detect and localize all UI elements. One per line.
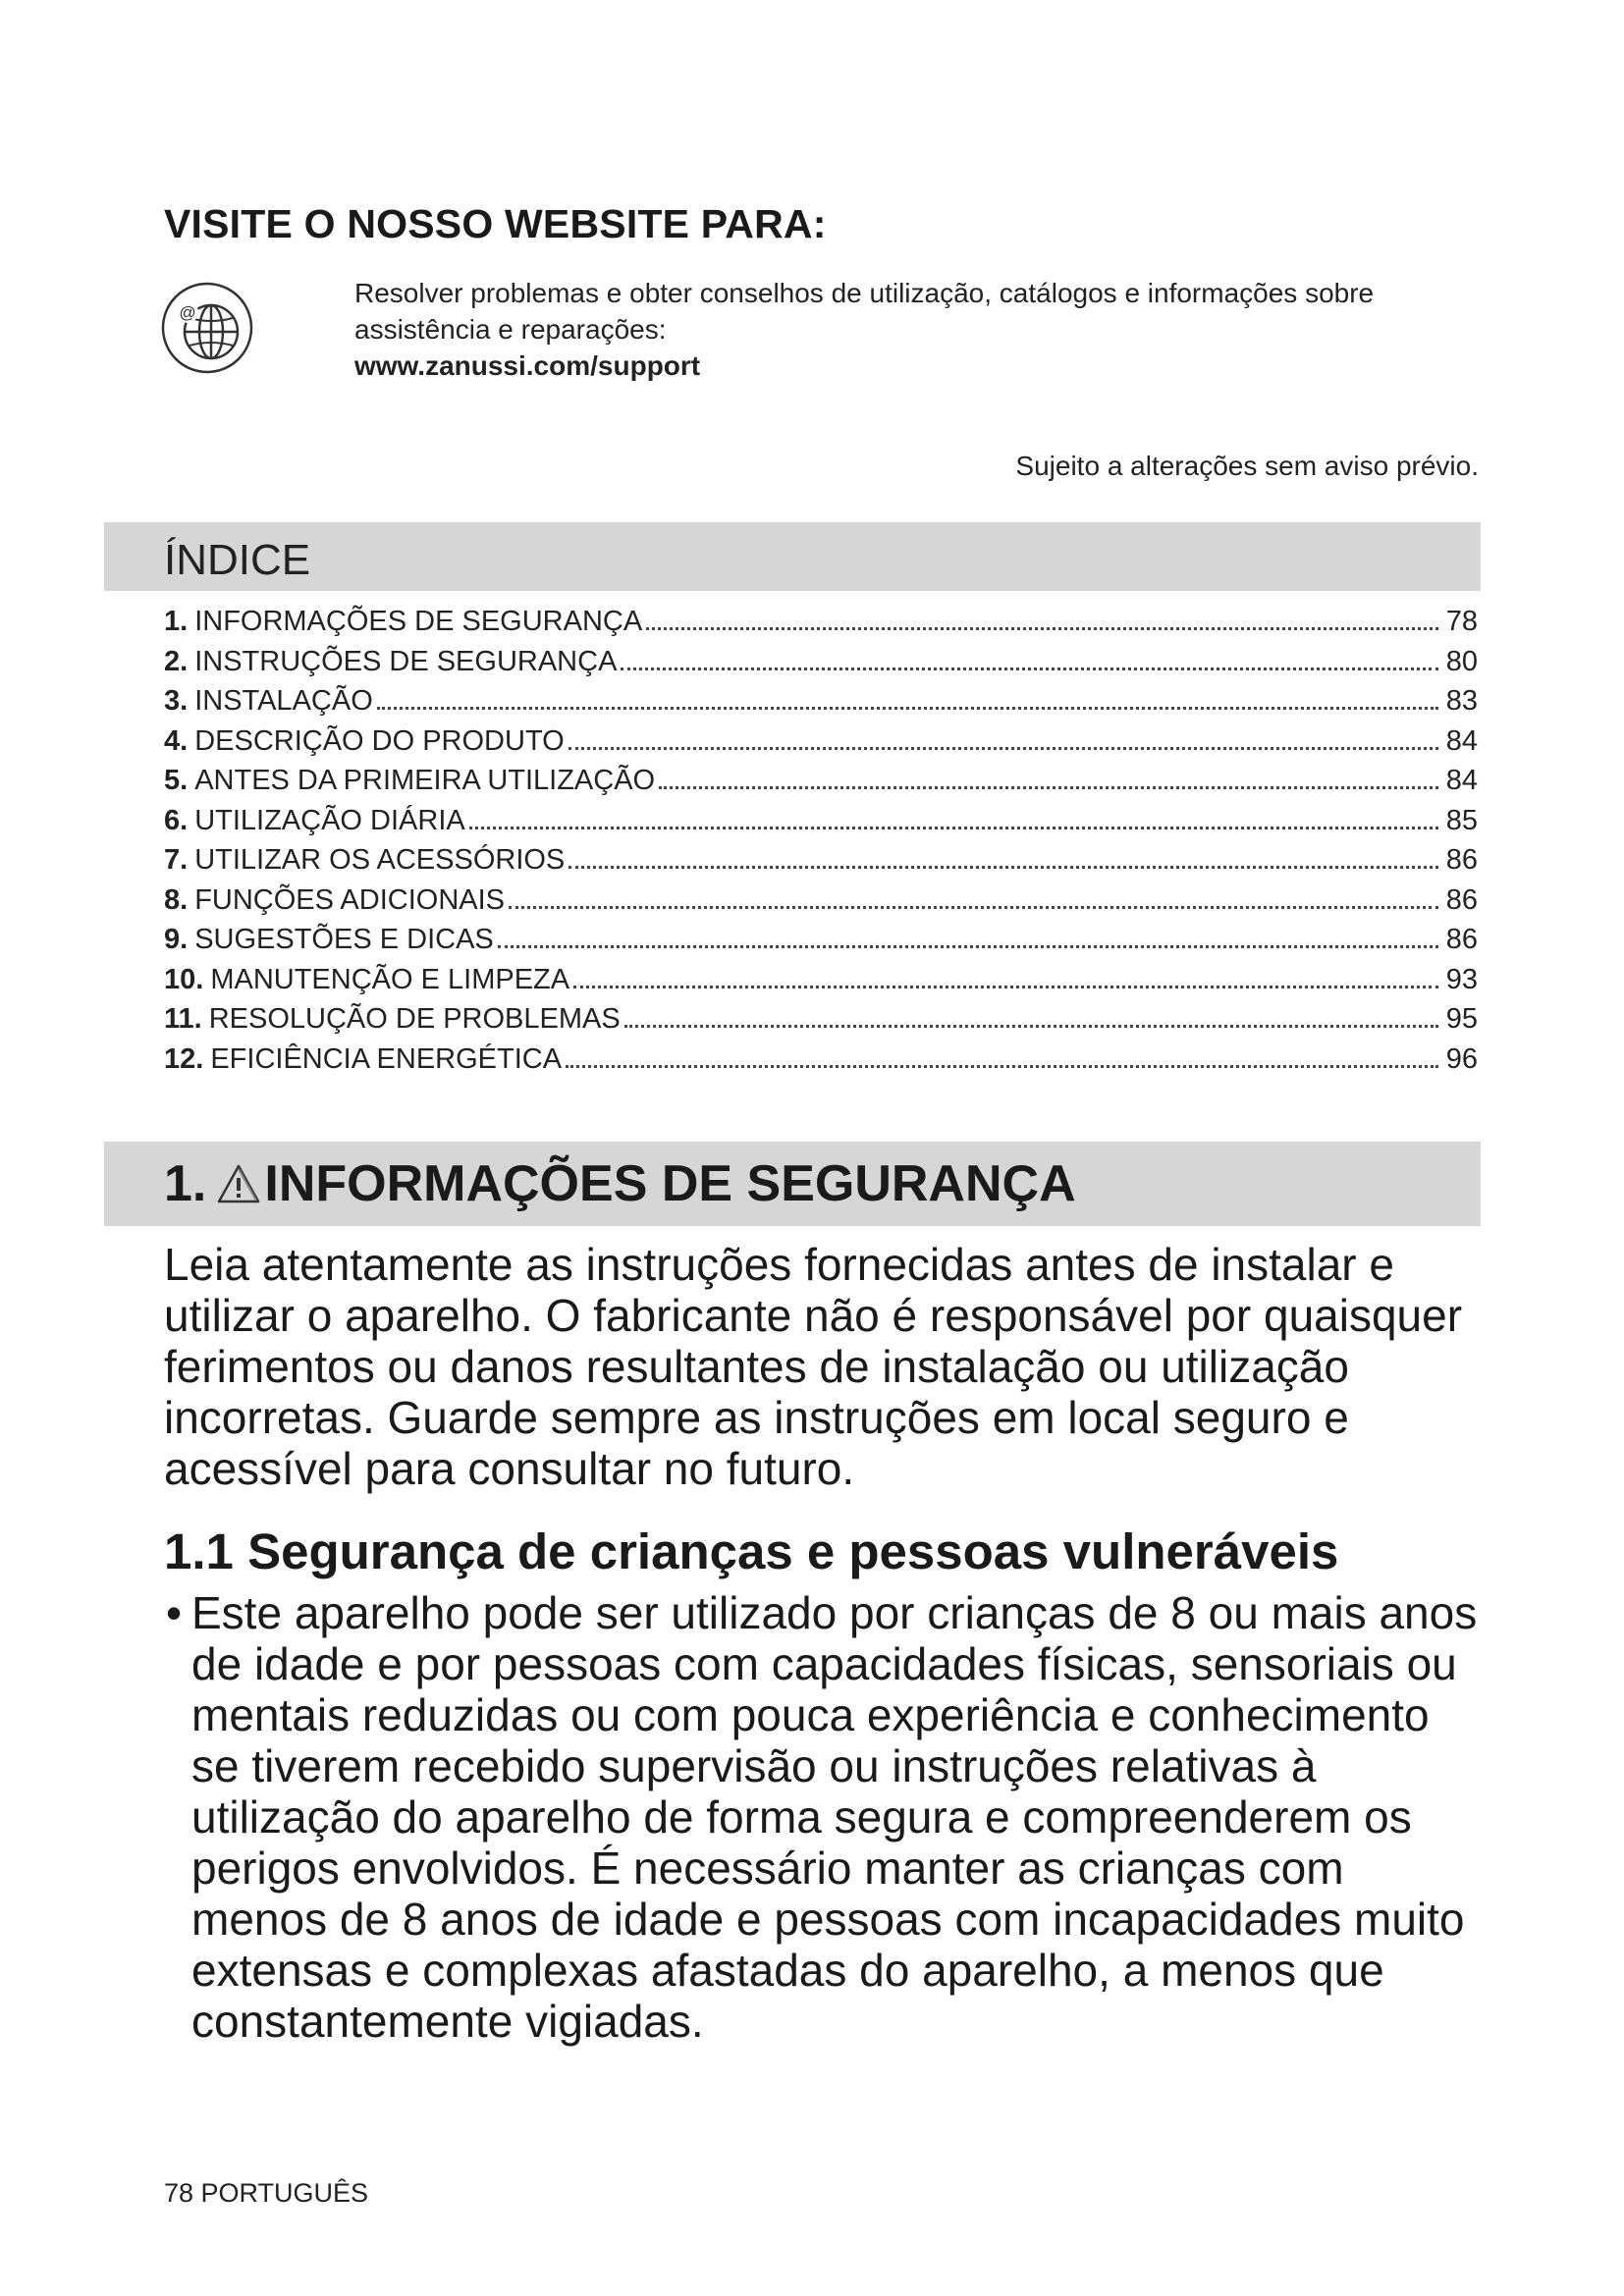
- toc-leader-dots: [568, 747, 1438, 750]
- toc-item-number: 12.: [164, 1042, 204, 1075]
- toc-leader-dots: [498, 945, 1438, 948]
- index-header-bar: [104, 522, 1481, 591]
- support-link[interactable]: www.zanussi.com/support: [354, 350, 701, 381]
- toc-item-page: 93: [1445, 963, 1478, 995]
- toc-item[interactable]: [164, 1043, 1478, 1084]
- toc-item-number: 6.: [164, 804, 189, 836]
- toc-item-number: 2.: [164, 645, 189, 677]
- toc-item-number: 7.: [164, 844, 189, 876]
- bullet-text: Este aparelho pode ser utilizado por crianças de 8 ou mais anos de idade e por pessoas com capacidades físicas, sensoriais ou mentais reduzidas ou com pouca experiência e conhecimento se tiverem recebido supervisão ou instruções relativas à utilização do aparelho de forma segura e compreenderem os perigos envolvidos. É necessário manter as crianças com menos de 8 anos de idade e pessoas com incapacidades muito extensas e complexas afastadas do aparelho, a menos que constantemente vigiadas.: [191, 1587, 1478, 2047]
- toc-item-number: 10.: [164, 963, 204, 995]
- toc-item-page: 95: [1445, 1003, 1478, 1035]
- toc-item-number: 11.: [164, 1003, 202, 1035]
- toc-leader-dots: [659, 786, 1438, 789]
- toc-item[interactable]: [164, 924, 1478, 964]
- visit-description-text: Resolver problemas e obter conselhos de utilização, catálogos e informações sobre assistência e reparações:: [354, 278, 1375, 345]
- toc-item-label: EFICIÊNCIA ENERGÉTICA: [210, 1042, 563, 1075]
- toc-item-number: 9.: [164, 924, 189, 955]
- visit-website-heading: VISITE O NOSSO WEBSITE PARA:: [164, 201, 827, 246]
- toc-item[interactable]: [164, 606, 1478, 646]
- toc-item[interactable]: [164, 725, 1478, 766]
- toc-item-label: FUNÇÕES ADICIONAIS: [194, 883, 506, 916]
- page-footer: 78 PORTUGUÊS: [164, 2178, 369, 2208]
- index-title: ÍNDICE: [164, 536, 311, 584]
- toc-leader-dots: [621, 667, 1438, 670]
- toc-leader-dots: [469, 827, 1438, 829]
- toc-item-label: ANTES DA PRIMEIRA UTILIZAÇÃO: [194, 765, 656, 796]
- toc-item-number: 3.: [164, 685, 189, 717]
- toc-item[interactable]: [164, 844, 1478, 884]
- toc-leader-dots: [646, 627, 1438, 630]
- toc-item-page: 86: [1445, 924, 1478, 955]
- toc-item-label: INSTRUÇÕES DE SEGURANÇA: [194, 645, 618, 677]
- toc-item-page: 84: [1445, 765, 1478, 796]
- toc-item-label: SUGESTÕES E DICAS: [194, 924, 494, 955]
- svg-text:@: @: [179, 303, 196, 322]
- toc-item-label: UTILIZAR OS ACESSÓRIOS: [194, 844, 566, 876]
- toc-item[interactable]: [164, 964, 1478, 1004]
- bullet-dot-icon: •: [166, 1587, 183, 1638]
- toc-leader-dots: [624, 1025, 1438, 1028]
- toc-item-page: 78: [1445, 606, 1478, 637]
- toc-item-label: INFORMAÇÕES DE SEGURANÇA: [194, 606, 643, 637]
- toc-item-page: 84: [1445, 724, 1478, 757]
- toc-leader-dots: [509, 906, 1438, 909]
- toc-item-page: 86: [1445, 844, 1478, 876]
- table-of-contents: [164, 606, 1478, 1083]
- warning-triangle-icon: [216, 1163, 261, 1204]
- toc-item[interactable]: [164, 884, 1478, 925]
- toc-item-page: 85: [1445, 804, 1478, 836]
- toc-item-label: MANUTENÇÃO E LIMPEZA: [210, 963, 570, 995]
- toc-leader-dots: [566, 1065, 1438, 1068]
- toc-item-label: UTILIZAÇÃO DIÁRIA: [194, 804, 465, 836]
- toc-item-page: 80: [1445, 645, 1478, 677]
- visit-description: [354, 275, 1484, 384]
- toc-leader-dots: [377, 707, 1438, 710]
- toc-item-page: 83: [1445, 685, 1478, 717]
- toc-item[interactable]: [164, 805, 1478, 845]
- section-title-text: INFORMAÇÕES DE SEGURANÇA: [264, 1155, 1076, 1212]
- toc-item-number: 8.: [164, 883, 189, 916]
- section-intro-paragraph: Leia atentamente as instruções fornecidas antes de instalar e utilizar o aparelho. O fabricante não é responsável por quaisquer ferimentos ou danos resultantes de instalação ou utilização incorretas. Guarde sempre as instruções em local seguro e acessível para consultar no futuro.: [164, 1239, 1463, 1494]
- section-title: [164, 1154, 1076, 1213]
- toc-item-page: 86: [1445, 883, 1478, 916]
- toc-item-number: 4.: [164, 724, 189, 757]
- toc-item-number: 1.: [164, 606, 189, 637]
- toc-item-label: DESCRIÇÃO DO PRODUTO: [194, 724, 565, 757]
- toc-leader-dots: [568, 866, 1438, 869]
- section-number: 1.: [164, 1155, 207, 1212]
- toc-item-number: 5.: [164, 765, 189, 796]
- toc-item[interactable]: [164, 685, 1478, 725]
- bullet-list-item: [164, 1587, 1480, 2047]
- toc-item-label: INSTALAÇÃO: [194, 685, 373, 717]
- toc-item[interactable]: [164, 1003, 1478, 1043]
- toc-item-page: 96: [1445, 1042, 1478, 1075]
- toc-item[interactable]: [164, 646, 1478, 686]
- globe-at-icon: [160, 281, 254, 375]
- toc-item-label: RESOLUÇÃO DE PROBLEMAS: [208, 1003, 621, 1035]
- toc-leader-dots: [573, 986, 1438, 988]
- subsection-title: 1.1 Segurança de crianças e pessoas vulneráveis: [164, 1523, 1339, 1579]
- toc-item[interactable]: [164, 765, 1478, 805]
- disclaimer-text: Sujeito a alterações sem aviso prévio.: [1015, 451, 1479, 481]
